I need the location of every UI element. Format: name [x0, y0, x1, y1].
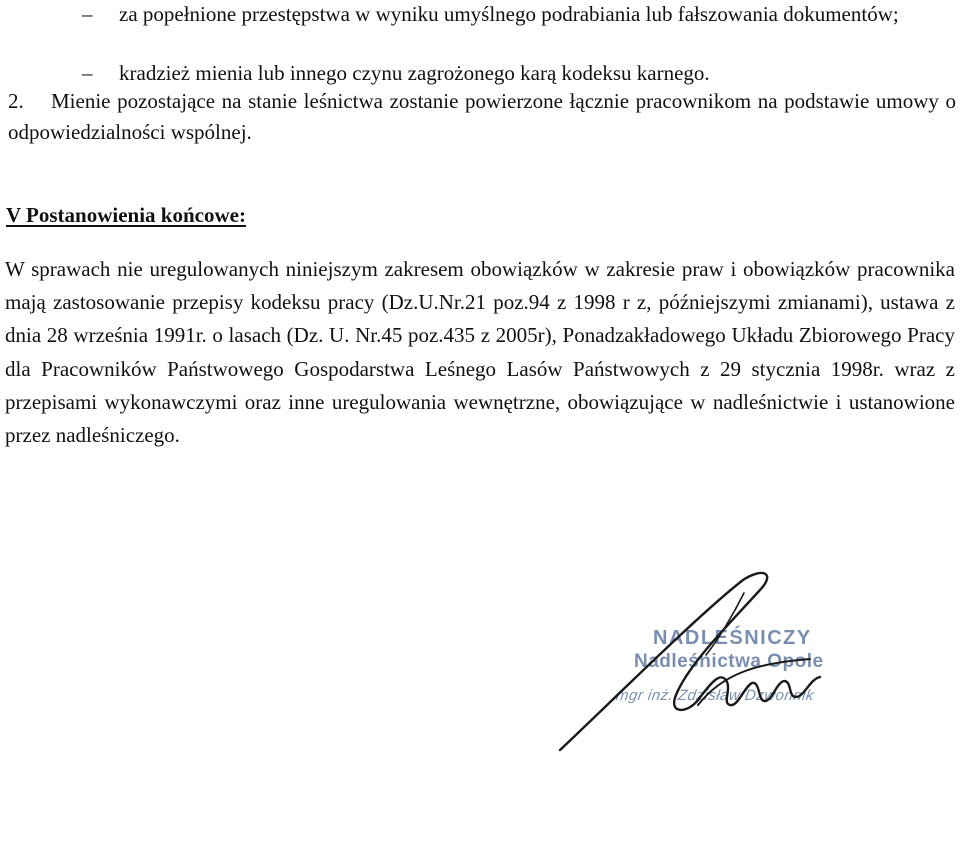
signature-stamp: [548, 555, 848, 755]
dash-list-item: [82, 59, 958, 87]
section-heading: V Postanowienia końcowe:: [6, 203, 246, 227]
closing-paragraph: W sprawach nie uregulowanych niniejszym zakresem obowiązków w zakresie praw i obowiązków pracownika mają zastosowanie przepisy kodeksu pracy (Dz.U.Nr.21 poz.94 z 1998 r z, późniejszymi zmianami), ustawa z dnia 28 września 1991r. o lasach (Dz. U. Nr.45 poz.435 z 2005r), Ponadzakładowego Układu Zbiorowego Pracy dla Pracowników Państwowego Gospodarstwa Leśnego Lasów Państwowych z 29 stycznia 1998r. wraz z przepisami wykonawczymi oraz inne uregulowania wewnętrzne, obowiązujące w nadleśnictwie i ustanowione przez nadleśniczego.: [5, 257, 955, 448]
numbered-item-text: Mienie pozostające na stanie leśnictwa zostanie powierzone łącznie pracownikom na podstawie umowy o odpowiedzialności wspólnej.: [8, 89, 956, 144]
stamp-name: mgr inż. Zdzisław Dzwonnik: [614, 687, 816, 704]
stamp-office: Nadleśnictwa Opole: [634, 651, 824, 672]
numbered-list-item: [8, 86, 956, 148]
dash-list-item: [82, 0, 958, 28]
stamp-title: NADLEŚNICZY: [653, 627, 812, 649]
dash-marker: –: [82, 61, 93, 85]
handwritten-signature: [548, 555, 848, 755]
signature-stroke: [706, 593, 744, 655]
dash-item-text: za popełnione przestępstwa w wyniku umyślnego podrabiania lub fałszowania dokumentów;: [119, 2, 899, 26]
dash-marker: –: [82, 2, 93, 26]
dash-item-text: kradzież mienia lub innego czynu zagrożonego karą kodeksu karnego.: [119, 61, 710, 85]
list-number: 2.: [8, 89, 24, 113]
